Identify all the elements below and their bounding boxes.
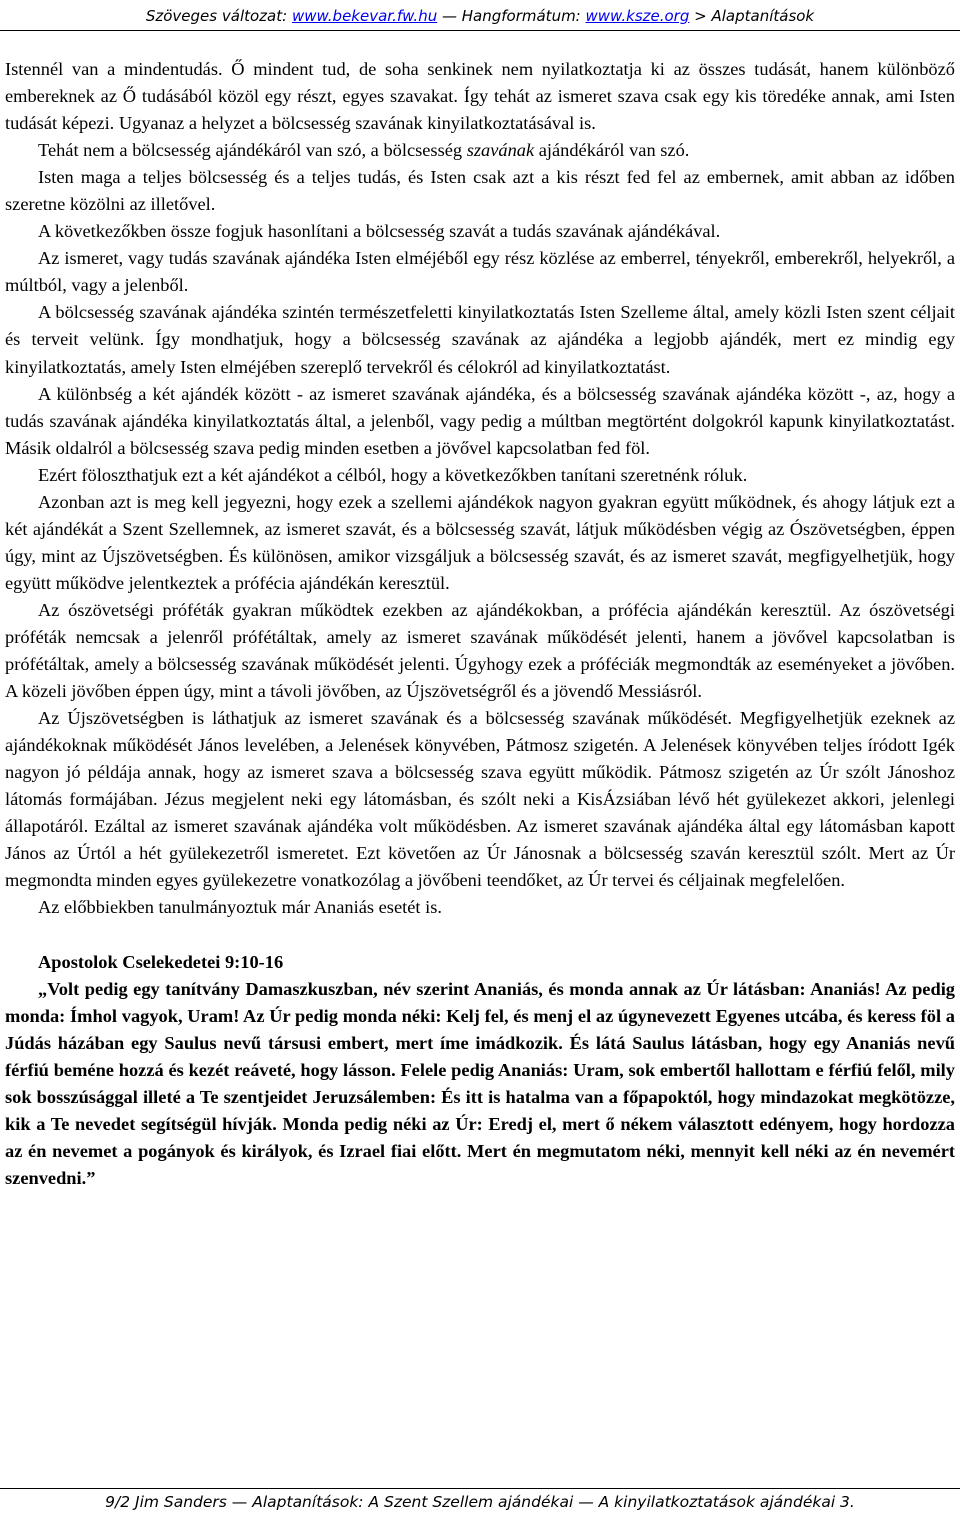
paragraph-12: Az előbbiekben tanulmányoztuk már Ananiás esetét is.	[38, 897, 442, 918]
paragraph-1: Istennél van a mindentudás. Ő mindent tud, de soha senkinek nem nyilatkoztatja ki az összes tudását, hanem különböző embereknek az Ő tudásából közöl egy részt, egyes szavakat. Így tehát az ismeret szava csak egy kis töredéke annak, ami Isten tudását képezi. Ugyanaz a helyzet a bölcsesség szavának kinyilatkoztatásával is.	[5, 59, 955, 134]
paragraph-5: Az ismeret, vagy tudás szavának ajándéka Isten elméjéből egy rész közlése az emberrel, tényekről, emberekről, helyekről, a múltból, vagy a jelenből.	[5, 248, 955, 296]
paragraph-11: Az Újszövetségben is láthatjuk az ismeret szavának és a bölcsesség szavának működését. Megfigyelhetjük ezeknek az ajándékoknak működését János levelében, a Jelenések könyvében, Pátmosz szigetén. A Jelenések könyvében teljes íródott Igék nagyon jó példája annak, hogy az ismeret szava a bölcsesség szava együtt működik. Pátmosz szigetén az Úr szólt Jánoshoz látomás formájában. Jézus megjelent neki egy látomásban, és szólt neki a KisÁzsiában lévő hét gyülekezet akkori, jelenlegi állapotáról. Ezáltal az ismeret szavának ajándéka volt működésben. Az ismeret szavának ajándéka által egy látomásban kapott János az Úrtól a hét gyülekezetről ismeretet. Ezt követően az Úr Jánosnak a bölcsesség szaván keresztül szólt. Mert az Úr megmondta minden egyes gyülekezetre vonatkozólag a jövőbeni teendőket, az Úr tervei és céljainak megfelelően.	[5, 708, 955, 891]
scripture-reference: Apostolok Cselekedetei 9:10-16	[38, 951, 284, 972]
scripture-quote: „Volt pedig egy tanítvány Damaszkuszban, név szerint Ananiás, és monda annak az Úr látásban: Ananiás! Az pedig monda: Ímhol vagyok, Uram! Az Úr pedig monda néki: Kelj fel, és menj el az úgynevezett Egyenes utcába, és keress föl a Júdás házában egy Saulus nevű társusi embert, mert íme imádkozik. És látá Saulus látásban, hogy egy Ananiás nevű férfiú beméne hozzá és kezét reáveté, hogy lásson. Felele pedig Ananiás: Uram, sok embertől hallottam e férfiú felől, mily sok bosszúsággal illeté a Te szentjeidet Jeruzsálemben: És itt is hatalma van a főpapoktól, hogy mindazokat megkötözze, kik a Te nevedet segítségül hívják. Monda pedig néki az Úr: Eredj el, mert ő nékem választott edényem, hogy hordozza az én nevemet a pogányok és királyok, és Izrael fiai előtt. Mert én megmutatom néki, mennyit kell néki az én nevemért szenvedni.”	[5, 978, 955, 1188]
paragraph-2-italic: szavának	[466, 140, 535, 161]
header-suffix: > Alaptanítások	[689, 7, 815, 25]
document-body	[5, 56, 955, 1192]
header-divider	[0, 30, 960, 31]
paragraph-2-after: ajándékáról van szó.	[534, 140, 690, 161]
page-header	[0, 0, 960, 32]
paragraph-8: Ezért föloszthatjuk ezt a két ajándékot a célból, hogy a következőkben tanítani szeretnénk róluk.	[38, 464, 748, 485]
paragraph-9: Azonban azt is meg kell jegyezni, hogy ezek a szellemi ajándékok nagyon gyakran együtt működnek, és ahogy látjuk ezt a két ajándékát a Szent Szellemnek, az ismeret szavát, és a bölcsesség szavát, látjuk működésben végig az Ószövetségben, éppen úgy, mint az Újszövetségben. És különösen, amikor vizsgáljuk a bölcsesség szavát, és az ismeret szavát, megfigyelhetjük, hogy együtt működve jelentkeztek a prófécia ajándékán keresztül.	[5, 491, 955, 593]
header-link-ksze[interactable]: www.ksze.org	[585, 7, 690, 25]
paragraph-3: Isten maga a teljes bölcsesség és a teljes tudás, és Isten csak azt a kis részt fed fel az embernek, amit abban az időben szeretne közölni az illetővel.	[5, 167, 955, 215]
paragraph-2	[5, 137, 955, 164]
paragraph-2-before: Tehát nem a bölcsesség ajándékáról van szó, a bölcsesség	[38, 140, 467, 161]
paragraph-7: A különbség a két ajándék között - az ismeret szavának ajándéka, és a bölcsesség szavának ajándéka között -, az, hogy a tudás szavának ajándéka kinyilatkoztatás által, a jelenből, vagy pedig a múltban megtörtént dolgokról kapunk kinyilatkoztatást. Másik oldalról a bölcsesség szava pedig minden esetben a jövővel kapcsolatban fed föl.	[5, 383, 955, 458]
section-spacer	[5, 922, 955, 949]
paragraph-4: A következőkben össze fogjuk hasonlítani a bölcsesség szavát a tudás szavának ajándékával.	[38, 221, 721, 242]
header-prefix: Szöveges változat:	[145, 7, 292, 25]
page-footer: 9/2 Jim Sanders — Alaptanítások: A Szent Szellem ajándékai — A kinyilatkoztatások ajándékai 3.	[105, 1493, 855, 1511]
paragraph-10: Az ószövetségi próféták gyakran működtek ezekben az ajándékokban, a prófécia ajándékán keresztül. Az ószövetségi próféták nemcsak a jelenről prófétáltak, amely az ismeret szavának működését jelenti, hanem a jövővel kapcsolatban is prófétáltak, amely a bölcsesség szavának működését jelenti. Úgyhogy ezek a próféciák megmondták az eseményeket a jövőben. A közeli jövőben éppen úgy, mint a távoli jövőben, az Újszövetségről és a jövendő Messiásról.	[5, 599, 955, 702]
paragraph-6: A bölcsesség szavának ajándéka szintén természetfeletti kinyilatkoztatás Isten Szelleme által, amely közli Isten szent céljait és terveit velünk. Így mondhatjuk, hogy a bölcsesség szavának az ajándéka a legjobb ajándék, mert ez mindig egy kinyilatkoztatás, amely Isten elméjében szereplő tervekről és célokról ad kinyilatkoztatást.	[5, 302, 955, 377]
header-middle: — Hangformátum:	[437, 7, 586, 25]
header-link-bekevar[interactable]: www.bekevar.fw.hu	[291, 7, 438, 25]
footer-divider	[0, 1488, 960, 1489]
